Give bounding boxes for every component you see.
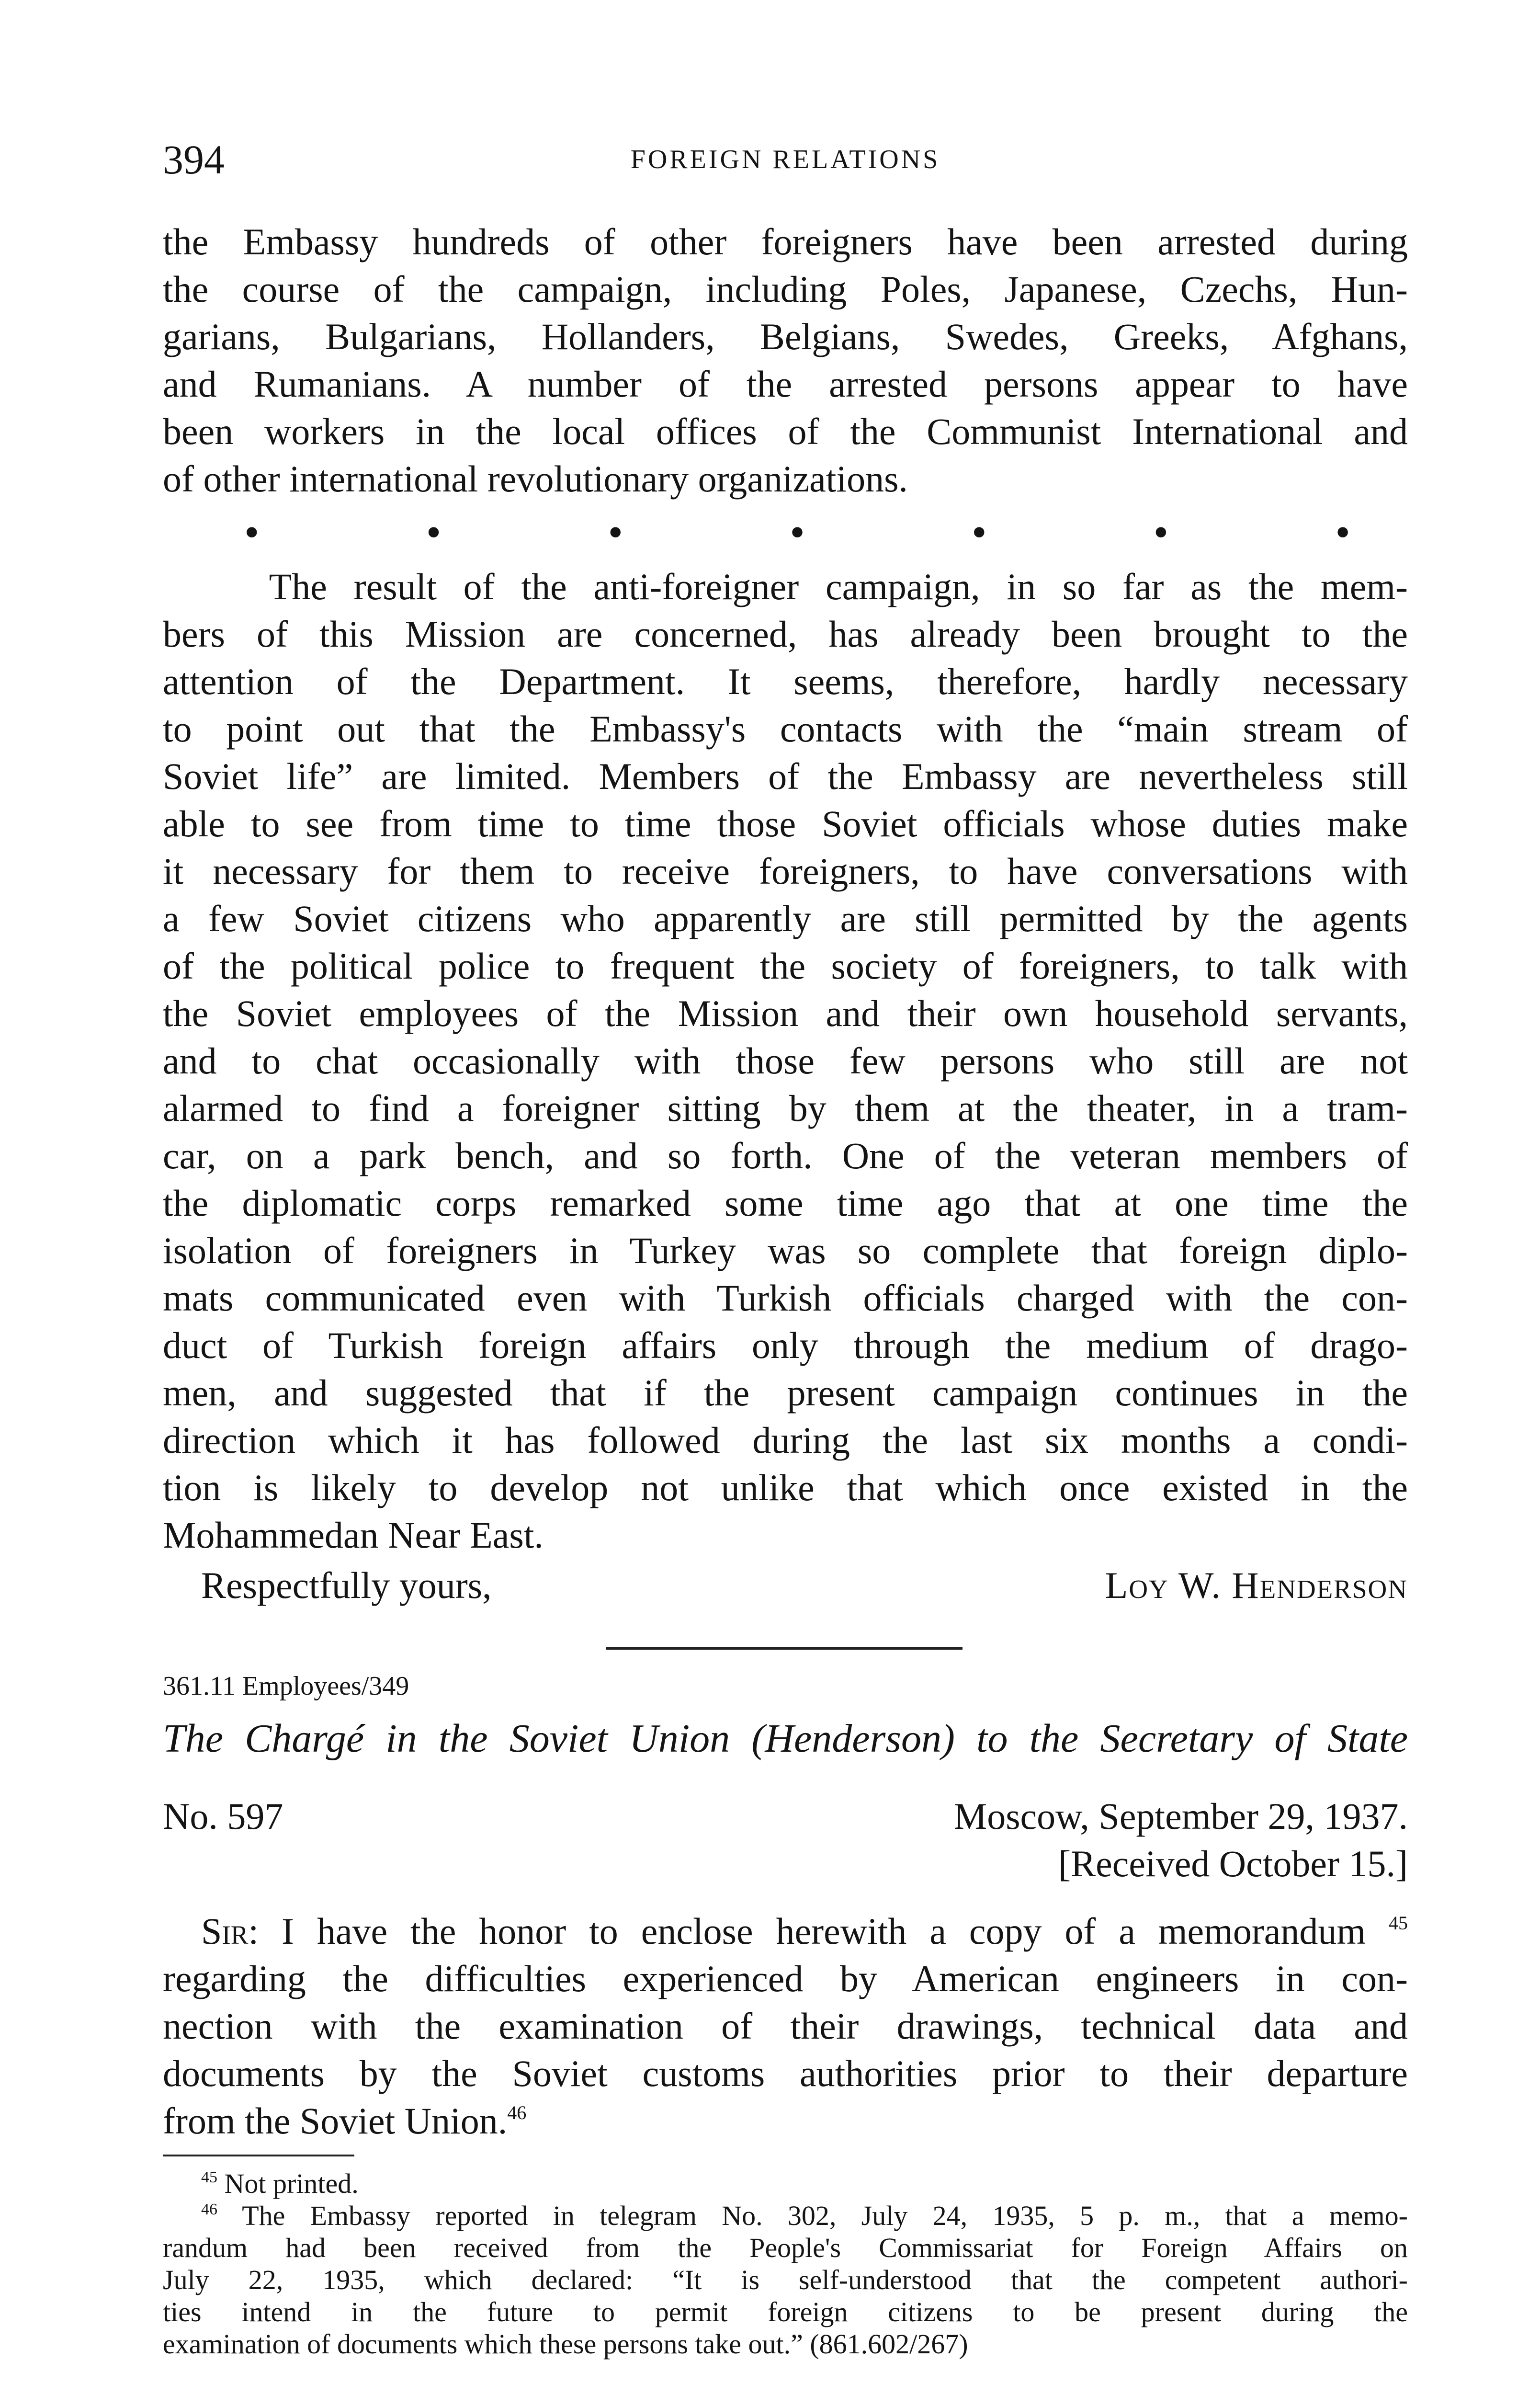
omission-dot: •	[971, 509, 987, 556]
text-line: the course of the campaign, including Poles, Japanese, Czechs, Hun-	[163, 268, 1408, 310]
paragraph-2	[163, 563, 1408, 1559]
text-line: mats communicated even with Turkish officials charged with the con-	[163, 1277, 1408, 1319]
omission-dot: •	[790, 509, 805, 556]
page-number: 394	[163, 137, 225, 182]
footnote-line: examination of documents which these persons take out.” (861.602/267)	[163, 2328, 968, 2360]
footnote-mark: 45	[1389, 1912, 1408, 1934]
footnote-divider	[163, 2155, 354, 2156]
footnote-number: 46	[201, 2201, 217, 2218]
salutation: Sir	[201, 1910, 249, 1952]
text-line: documents by the Soviet customs authorities prior to their departure	[163, 2053, 1408, 2094]
omission-dot: •	[1335, 509, 1350, 556]
omission-dot: •	[244, 509, 260, 556]
text-line: isolation of foreigners in Turkey was so complete that foreign diplo-	[163, 1230, 1408, 1271]
signoff	[163, 1562, 1408, 1609]
text-line: it necessary for them to receive foreigners, to have conversations with	[163, 850, 1408, 892]
text-line: duct of Turkish foreign affairs only through the medium of drago-	[163, 1324, 1408, 1366]
page-header	[163, 133, 1408, 186]
text-line: of other international revolutionary organizations.	[163, 458, 908, 500]
omission-dots	[163, 509, 1408, 556]
footnote-46	[163, 2200, 1408, 2232]
footnote-mark: 46	[507, 2102, 527, 2123]
closing: Respectfully yours,	[201, 1564, 492, 1606]
received-date: [Received October 15.]	[1058, 1843, 1408, 1884]
signature: Loy W. Henderson	[1105, 1564, 1408, 1606]
document-title: The Chargé in the Soviet Union (Henderson) to the Secretary of State	[163, 1716, 1408, 1761]
footnote-line: ties intend in the future to permit foreign citizens to be present during the	[163, 2296, 1408, 2327]
text-line: alarmed to find a foreigner sitting by them at the theater, in a tram-	[163, 1087, 1408, 1129]
text-fragment: from the Soviet Union.	[163, 2100, 508, 2142]
omission-dot: •	[1153, 509, 1169, 556]
text-line: men, and suggested that if the present campaign continues in the	[163, 1372, 1408, 1414]
dispatch-header	[163, 1792, 1408, 1888]
dispatch-number: No. 597	[163, 1795, 283, 1837]
footnote-number: 45	[201, 2168, 217, 2186]
text-line: regarding the difficulties experienced by American engineers in con-	[163, 1958, 1408, 1999]
text-line: the Soviet employees of the Mission and their own household servants,	[163, 992, 1408, 1034]
text-line: attention of the Department. It seems, therefore, hardly necessary	[163, 661, 1408, 702]
text-line: the diplomatic corps remarked some time ago that at one time the	[163, 1182, 1408, 1224]
footnote-line: randum had been received from the People's Commissariat for Foreign Affairs on	[163, 2232, 1408, 2263]
omission-dot: •	[608, 509, 623, 556]
text-line: of the political police to frequent the society of foreigners, to talk with	[163, 945, 1408, 987]
text-line: been workers in the local offices of the Communist International and	[163, 411, 1408, 452]
running-head: FOREIGN RELATIONS	[630, 145, 940, 174]
text-line: the Embassy hundreds of other foreigners have been arrested during	[163, 221, 1408, 262]
text-line: Mohammedan Near East.	[163, 1514, 544, 1556]
text-line	[163, 1907, 1408, 1955]
text-line: Soviet life” are limited. Members of the Embassy are nevertheless still	[163, 755, 1408, 797]
footnote-text: Not printed.	[224, 2168, 359, 2199]
text-line: and to chat occasionally with those few persons who still are not	[163, 1040, 1408, 1082]
text-line: and Rumanians. A number of the arrested persons appear to have	[163, 363, 1408, 405]
text-line: to point out that the Embassy's contacts with the “main stream of	[163, 708, 1408, 750]
text-line: direction which it has followed during the last six months a condi-	[163, 1419, 1408, 1461]
paragraph-3	[163, 1907, 1408, 2144]
text-line: nection with the examination of their drawings, technical data and	[163, 2005, 1408, 2047]
footnotes	[163, 2167, 1408, 2360]
text-line: garians, Bulgarians, Hollanders, Belgians, Swedes, Greeks, Afghans,	[163, 316, 1408, 357]
section-divider	[606, 1647, 962, 1650]
text-line: able to see from time to time those Soviet officials whose duties make	[163, 803, 1408, 844]
footnote-text: The Embassy reported in telegram No. 302, July 24, 1935, 5 p. m., that a memo-	[242, 2200, 1408, 2231]
file-reference: 361.11 Employees/349	[163, 1671, 409, 1701]
text-line: The result of the anti-foreigner campaign, in so far as the mem-	[163, 566, 1408, 607]
text-line: tion is likely to develop not unlike that which once existed in the	[163, 1467, 1408, 1508]
paragraph-1	[163, 218, 1408, 502]
omission-dot: •	[426, 509, 442, 556]
text-fragment: : I have the honor to enclose herewith a copy of a memorandum	[248, 1910, 1366, 1952]
text-line: car, on a park bench, and so forth. One of the veteran members of	[163, 1135, 1408, 1176]
footnote-45	[163, 2167, 1408, 2200]
dispatch-place-date: Moscow, September 29, 1937.	[953, 1795, 1408, 1837]
text-line	[163, 2097, 1408, 2144]
text-line: bers of this Mission are concerned, has already been brought to the	[163, 613, 1408, 655]
footnote-line: July 22, 1935, which declared: “It is self-understood that the competent authori-	[163, 2264, 1408, 2295]
text-line: a few Soviet citizens who apparently are still permitted by the agents	[163, 898, 1408, 939]
